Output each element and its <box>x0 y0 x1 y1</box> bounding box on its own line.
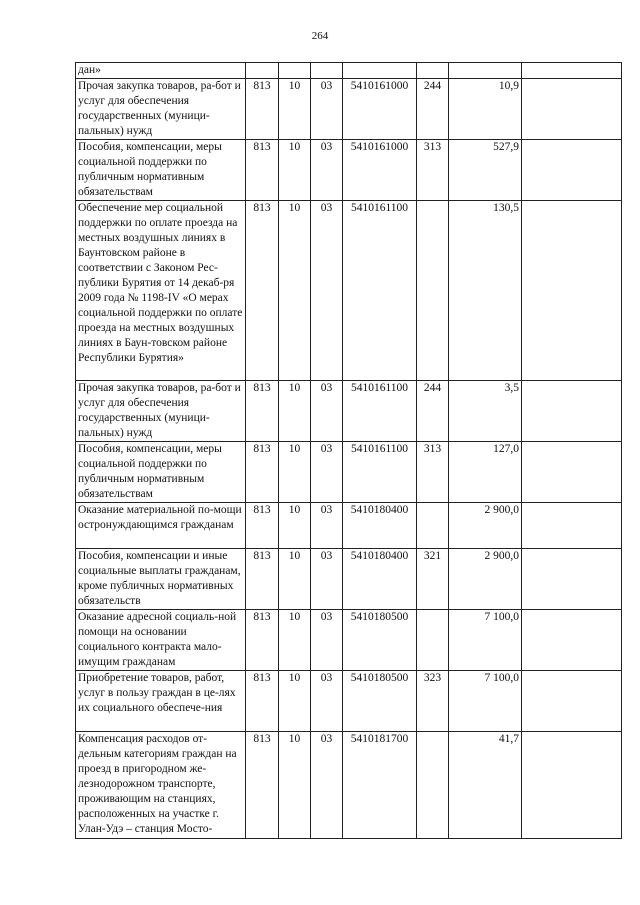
row-type <box>417 732 449 839</box>
row-type: 323 <box>417 671 449 732</box>
table-row <box>76 549 622 610</box>
row-amount: 127,0 <box>449 442 522 503</box>
row-name: Компенсация расходов от-дельным категориям граждан на проезд в пригородном же-лезнодорожном транспорте, проживающим на станциях, расположенных на участке г. Улан-Удэ – станция Мосто- <box>76 732 246 839</box>
row-name: Прочая закупка товаров, ра-бот и услуг для обеспечения государственных (муници-пальных) нужд <box>76 381 246 442</box>
row-name: Оказание адресной социаль-ной помощи на основании социального контракта мало-имущим гражданам <box>76 610 246 671</box>
row-section: 10 <box>279 549 311 610</box>
table-row <box>76 63 622 79</box>
row-code: 813 <box>246 671 279 732</box>
row-extra <box>522 63 622 79</box>
row-subsection: 03 <box>311 442 343 503</box>
row-subsection: 03 <box>311 610 343 671</box>
row-type <box>417 610 449 671</box>
row-amount: 7 100,0 <box>449 610 522 671</box>
table-row <box>76 732 622 839</box>
row-subsection: 03 <box>311 140 343 201</box>
row-name: Прочая закупка товаров, ра-бот и услуг для обеспечения государственных (муници-пальных) нужд <box>76 79 246 140</box>
row-name: Пособия, компенсации и иные социальные выплаты гражданам, кроме публичных нормативных обязательств <box>76 549 246 610</box>
row-type: 321 <box>417 549 449 610</box>
row-section: 10 <box>279 671 311 732</box>
row-amount: 41,7 <box>449 732 522 839</box>
row-target: 5410161000 <box>343 140 417 201</box>
row-extra <box>522 140 622 201</box>
row-extra <box>522 503 622 549</box>
table-row <box>76 201 622 381</box>
row-section <box>279 63 311 79</box>
row-type: 244 <box>417 79 449 140</box>
row-extra <box>522 442 622 503</box>
row-target: 5410161100 <box>343 442 417 503</box>
row-name: Приобретение товаров, работ, услуг в пользу граждан в це-лях их социального обеспече-ния <box>76 671 246 732</box>
row-extra <box>522 549 622 610</box>
budget-table <box>75 62 622 839</box>
row-target: 5410161100 <box>343 201 417 381</box>
row-subsection: 03 <box>311 732 343 839</box>
row-amount <box>449 63 522 79</box>
row-target: 5410180400 <box>343 503 417 549</box>
row-code: 813 <box>246 503 279 549</box>
row-target: 5410180400 <box>343 549 417 610</box>
row-section: 10 <box>279 442 311 503</box>
row-type <box>417 503 449 549</box>
row-name: Пособия, компенсации, меры социальной поддержки по публичным нормативным обязательствам <box>76 442 246 503</box>
row-subsection: 03 <box>311 503 343 549</box>
row-extra <box>522 671 622 732</box>
row-code: 813 <box>246 442 279 503</box>
row-section: 10 <box>279 503 311 549</box>
row-extra <box>522 610 622 671</box>
row-extra <box>522 79 622 140</box>
row-target: 5410180500 <box>343 610 417 671</box>
table-row <box>76 79 622 140</box>
row-code: 813 <box>246 381 279 442</box>
row-name: дан» <box>76 63 246 79</box>
row-code: 813 <box>246 201 279 381</box>
row-code: 813 <box>246 610 279 671</box>
row-amount: 527,9 <box>449 140 522 201</box>
row-amount: 7 100,0 <box>449 671 522 732</box>
page-number: 264 <box>311 30 329 42</box>
row-section: 10 <box>279 79 311 140</box>
row-target: 5410161100 <box>343 381 417 442</box>
row-section: 10 <box>279 140 311 201</box>
row-subsection: 03 <box>311 549 343 610</box>
row-extra <box>522 381 622 442</box>
row-amount: 2 900,0 <box>449 503 522 549</box>
row-type: 244 <box>417 381 449 442</box>
table-row <box>76 610 622 671</box>
row-subsection <box>311 63 343 79</box>
row-code <box>246 63 279 79</box>
row-code: 813 <box>246 140 279 201</box>
row-amount: 10,9 <box>449 79 522 140</box>
row-type: 313 <box>417 442 449 503</box>
row-target: 5410180500 <box>343 671 417 732</box>
row-code: 813 <box>246 732 279 839</box>
row-subsection: 03 <box>311 381 343 442</box>
row-subsection: 03 <box>311 79 343 140</box>
table-row <box>76 381 622 442</box>
row-target: 5410161000 <box>343 79 417 140</box>
row-section: 10 <box>279 201 311 381</box>
row-section: 10 <box>279 610 311 671</box>
table-row <box>76 442 622 503</box>
row-subsection: 03 <box>311 201 343 381</box>
row-extra <box>522 732 622 839</box>
row-type <box>417 201 449 381</box>
row-name: Пособия, компенсации, меры социальной поддержки по публичным нормативным обязательствам <box>76 140 246 201</box>
table-row <box>76 140 622 201</box>
row-name: Оказание материальной по-мощи остронуждающимся гражданам <box>76 503 246 549</box>
row-type: 313 <box>417 140 449 201</box>
row-type <box>417 63 449 79</box>
table-row <box>76 503 622 549</box>
row-target <box>343 63 417 79</box>
row-section: 10 <box>279 732 311 839</box>
row-extra <box>522 201 622 381</box>
row-code: 813 <box>246 79 279 140</box>
row-section: 10 <box>279 381 311 442</box>
row-name: Обеспечение мер социальной поддержки по оплате проезда на местных воздушных линиях в Баунтовском районе в соответствии с Законом Рес-публики Бурятия от 14 декаб-ря 2009 года № 1198-IV «О мерах социальной поддержки по оплате проезда на местных воздушных линиях в Баун-товском районе Республики Бурятия» <box>76 201 246 381</box>
table-row <box>76 671 622 732</box>
row-amount: 130,5 <box>449 201 522 381</box>
row-amount: 3,5 <box>449 381 522 442</box>
row-code: 813 <box>246 549 279 610</box>
row-target: 5410181700 <box>343 732 417 839</box>
row-subsection: 03 <box>311 671 343 732</box>
row-amount: 2 900,0 <box>449 549 522 610</box>
